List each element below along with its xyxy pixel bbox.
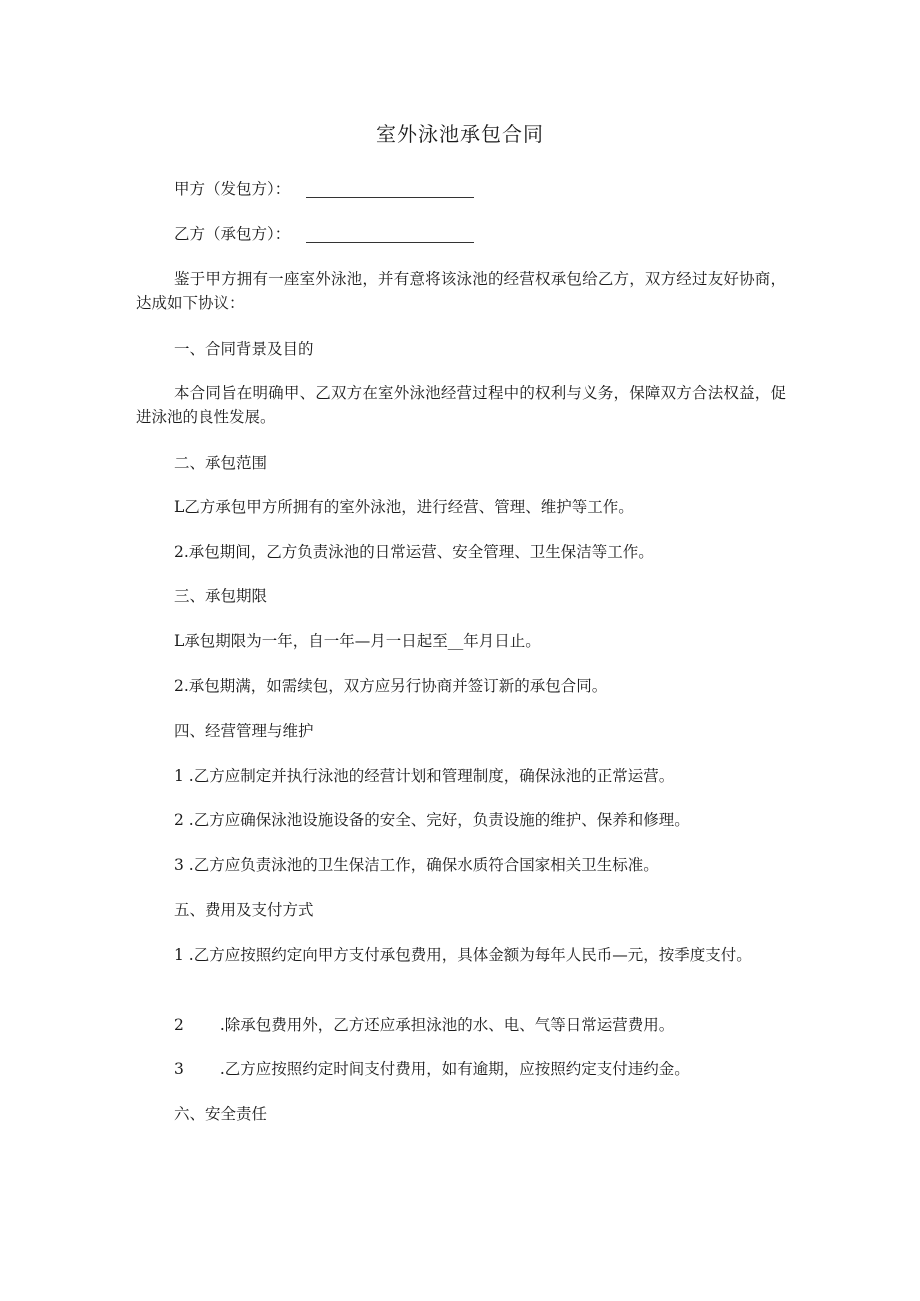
section-5-item-3-text: .乙方应按照约定时间支付费用，如有逾期，应按照约定支付违约金。 (219, 1060, 690, 1078)
party-a-label: 甲方（发包方）： (174, 180, 291, 198)
section-4-item-3: 3 .乙方应负责泳池的卫生保洁工作，确保水质符合国家相关卫生标准。 (174, 856, 659, 874)
section-1-heading: 一、合同背景及目的 (174, 340, 314, 358)
section-6-heading: 六、安全责任 (174, 1105, 268, 1123)
section-3-item-2: 2.承包期满，如需续包，双方应另行协商并签订新的承包合同。 (174, 677, 608, 695)
section-5-item-3-number: 3 (174, 1060, 184, 1078)
section-5-item-2 (174, 1013, 674, 1037)
intro-paragraph: 鉴于甲方拥有一座室外泳池，并有意将该泳池的经营权承包给乙方，双方经过友好协商，达成如下协议： (136, 270, 786, 312)
section-3-item-1: L承包期限为一年，自一年—月一日起至__年月日止。 (174, 632, 541, 650)
section-4-heading: 四、经营管理与维护 (174, 722, 314, 740)
section-3-heading: 三、承包期限 (174, 587, 268, 605)
party-a-line (174, 177, 474, 201)
party-b-label: 乙方（承包方）： (174, 225, 291, 243)
section-5-item-2-number: 2 (174, 1016, 184, 1034)
section-5-item-3 (174, 1057, 690, 1081)
party-a-blank (306, 183, 474, 198)
section-5-item-1: 1 .乙方应按照约定向甲方支付承包费用，具体金额为每年人民币—元，按季度支付。 (174, 946, 752, 964)
section-2-item-1: L乙方承包甲方所拥有的室外泳池，进行经营、管理、维护等工作。 (174, 498, 634, 516)
party-b-blank (306, 228, 474, 243)
section-2-item-2: 2.承包期间，乙方负责泳池的日常运营、安全管理、卫生保洁等工作。 (174, 543, 654, 561)
party-b-line (174, 222, 474, 246)
section-1-body: 本合同旨在明确甲、乙双方在室外泳池经营过程中的权利与义务，保障双方合法权益，促进泳池的良性发展。 (136, 384, 786, 426)
section-5-heading: 五、费用及支付方式 (174, 901, 314, 919)
section-4-item-2: 2 .乙方应确保泳池设施设备的安全、完好，负责设施的维护、保养和修理。 (174, 811, 690, 829)
section-5-item-2-text: .除承包费用外，乙方还应承担泳池的水、电、气等日常运营费用。 (219, 1016, 675, 1034)
section-4-item-1: 1 .乙方应制定并执行泳池的经营计划和管理制度，确保泳池的正常运营。 (174, 767, 675, 785)
section-2-heading: 二、承包范围 (174, 454, 268, 472)
document-title: 室外泳池承包合同 (376, 122, 544, 146)
